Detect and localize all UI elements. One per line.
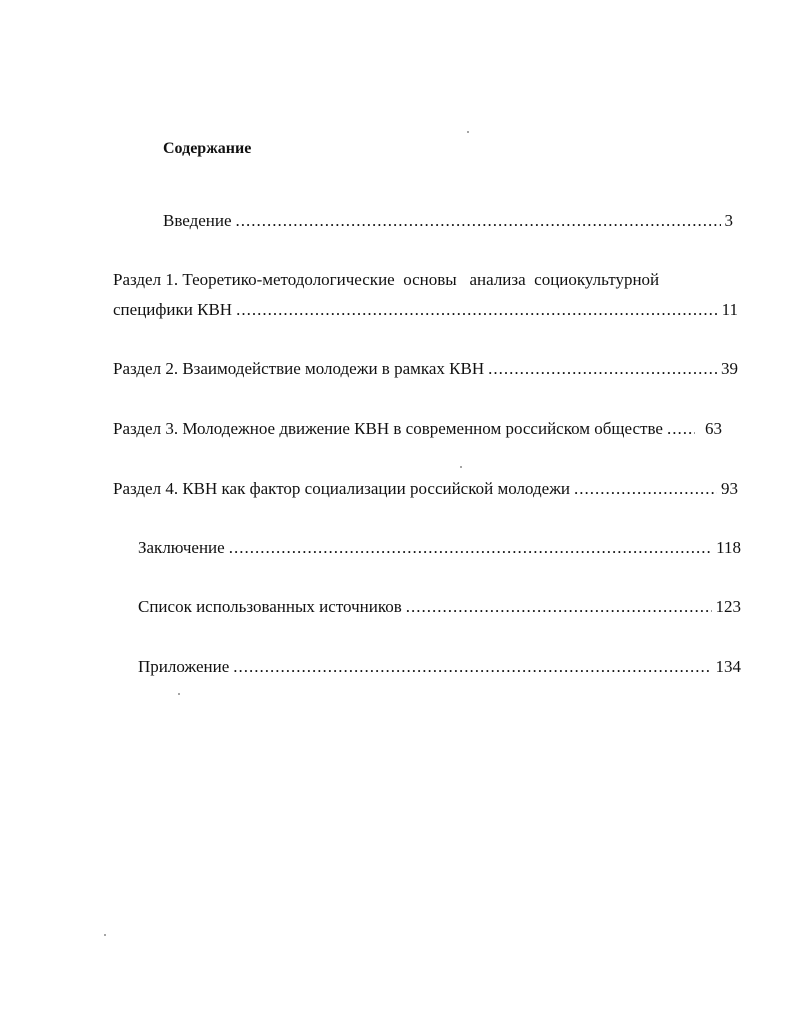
toc-page-number: 123 <box>715 597 741 616</box>
toc-entry-label: Список использованных источников <box>138 597 402 616</box>
toc-page-number: 93 <box>721 479 738 498</box>
toc-page-number: 134 <box>715 657 741 676</box>
dot-leader <box>236 299 718 321</box>
toc-page-number: 3 <box>724 211 733 230</box>
scan-speck <box>460 466 462 468</box>
toc-page-number: 39 <box>721 359 738 378</box>
dot-leader <box>574 478 717 500</box>
toc-entry-label: Раздел 2. Взаимодействие молодежи в рамках КВН <box>113 359 485 378</box>
scan-speck <box>178 693 180 695</box>
toc-page-number: 11 <box>721 300 738 319</box>
toc-entry-references[interactable] <box>138 596 741 618</box>
toc-entry-label: Заключение <box>138 538 225 557</box>
toc-entry-introduction[interactable] <box>163 210 733 232</box>
toc-entry-label-line1: Раздел 1. Теоретико-методологические основы анализа социокультурной <box>113 270 660 289</box>
toc-entry-section-1[interactable] <box>113 269 738 321</box>
scan-speck <box>104 934 106 936</box>
toc-entry-label: Приложение <box>138 657 230 676</box>
dot-leader <box>667 418 695 440</box>
toc-entry-label: Введение <box>163 211 232 230</box>
dot-leader <box>488 358 717 380</box>
toc-entry-section-2[interactable] <box>113 358 738 380</box>
toc-entry-section-4[interactable] <box>113 478 738 500</box>
toc-page-number: 118 <box>716 538 741 557</box>
toc-entry-section-3[interactable] <box>113 418 738 440</box>
dot-leader <box>236 210 721 232</box>
toc-entry-appendix[interactable] <box>138 656 741 678</box>
toc-entry-conclusion[interactable] <box>138 537 741 559</box>
toc-entry-label: Раздел 4. КВН как фактор социализации российской молодежи <box>113 479 571 498</box>
scan-speck <box>467 131 469 133</box>
toc-entry-label: Раздел 3. Молодежное движение КВН в современном российском обществе <box>113 419 663 438</box>
dot-leader <box>406 596 712 618</box>
dot-leader <box>233 656 711 678</box>
dot-leader <box>229 537 712 559</box>
toc-entry-label-line2: специфики КВН <box>113 300 233 319</box>
toc-page-number: 63 <box>704 419 722 438</box>
page-title: Содержание <box>163 140 252 157</box>
